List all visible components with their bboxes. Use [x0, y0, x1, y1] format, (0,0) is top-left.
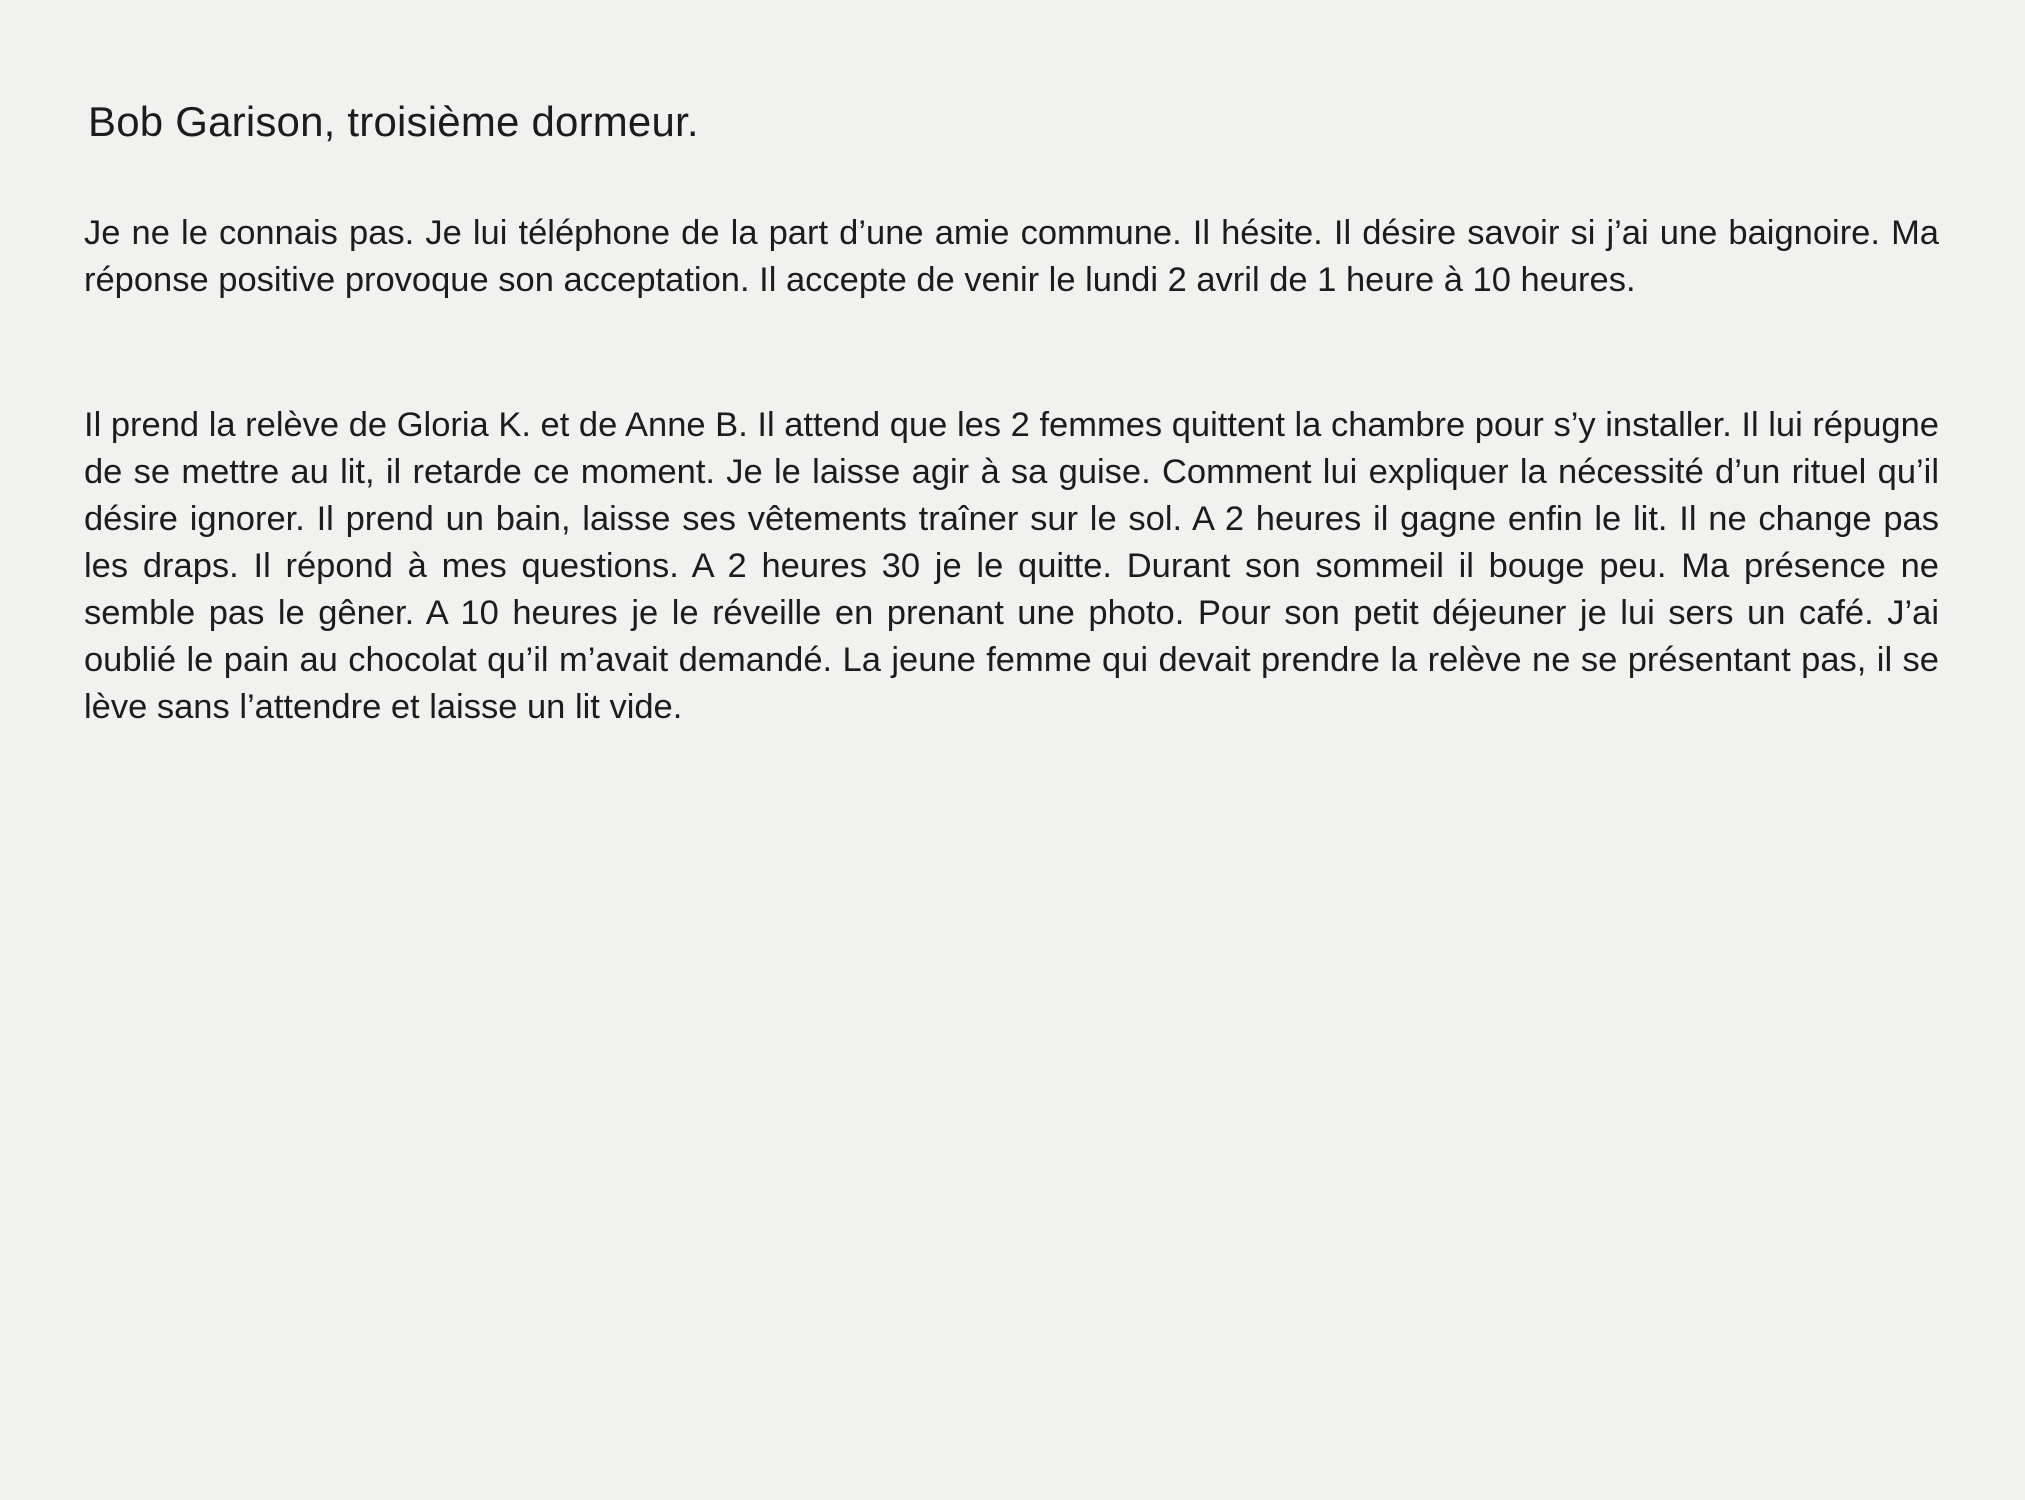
paragraph-intro: Je ne le connais pas. Je lui téléphone de la part d’une amie commune. Il hésite. Il désire savoir si j’ai une baignoire. Ma réponse positive provoque son acceptation. Il accepte de venir le lundi 2 avril de 1 heure à 10 heures. — [84, 214, 1939, 299]
document-title: Bob Garison, troisième dormeur. — [88, 98, 699, 145]
paragraph-account: Il prend la relève de Gloria K. et de Anne B. Il attend que les 2 femmes quittent la chambre pour s’y installer. Il lui répugne de se mettre au lit, il retarde ce moment. Je le laisse agir à sa guise. Comment lui expliquer la nécessité d’un rituel qu’il désire ignorer. Il prend un bain, laisse ses vêtements traîner sur le sol. A 2 heures il gagne enfin le lit. Il ne change pas les draps. Il répond à mes questions. A 2 heures 30 je le quitte. Durant son sommeil il bouge peu. Ma présence ne semble pas le gêner. A 10 heures je le réveille en prenant une photo. Pour son petit déjeuner je lui sers un café. J’ai oublié le pain au chocolat qu’il m’avait demandé. La jeune femme qui devait prendre la relève ne se présentant pas, il se lève sans l’attendre et laisse un lit vide. — [84, 406, 1939, 726]
